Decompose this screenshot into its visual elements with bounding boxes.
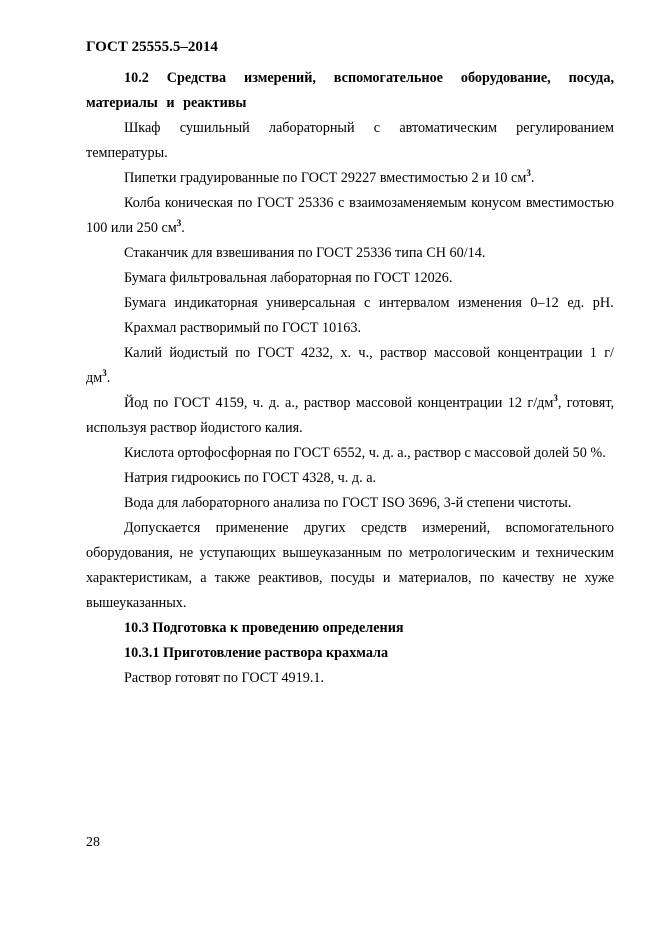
item-indicator-paper: Бумага индикаторная универсальная с интервалом изменения 0–12 ед. рН. bbox=[124, 295, 614, 311]
item-flask bbox=[86, 191, 614, 241]
item-starch: Крахмал растворимый по ГОСТ 10163. bbox=[124, 320, 361, 336]
item-iodine-text: Йод по ГОСТ 4159, ч. д. а., раствор массовой концентрации 12 г/дм bbox=[124, 395, 554, 411]
item-iodine bbox=[86, 391, 614, 441]
item-water: Вода для лабораторного анализа по ГОСТ ISO 3696, 3-й степени чистоты. bbox=[124, 495, 572, 511]
section-10-3-1-text: Раствор готовят по ГОСТ 4919.1. bbox=[124, 670, 325, 686]
item-weighing-cup: Стаканчик для взвешивания по ГОСТ 25336 типа СН 60/14. bbox=[124, 245, 486, 261]
document-body bbox=[86, 66, 614, 691]
item-phosphoric-acid: Кислота ортофосфорная по ГОСТ 6552, ч. д. а., раствор с массовой долей 50 %. bbox=[124, 445, 606, 461]
item-iodine-end: , готовят, используя раствор йодистого калия. bbox=[86, 395, 614, 436]
item-pipettes bbox=[86, 166, 614, 191]
section-10-2-heading: 10.2 Средства измерений, вспомогательное оборудование, посуда, материалы и реактивы bbox=[86, 70, 614, 111]
item-pipettes-sup: 3 bbox=[526, 168, 531, 178]
item-sodium-hydroxide: Натрия гидроокись по ГОСТ 4328, ч. д. а. bbox=[124, 470, 377, 486]
item-potassium-iodide-text: Калий йодистый по ГОСТ 4232, х. ч., раствор массовой концентрации 1 г/дм bbox=[86, 345, 614, 386]
section-10-3-heading: 10.3 Подготовка к проведению определения bbox=[124, 620, 404, 636]
item-flask-end: . bbox=[181, 220, 185, 236]
item-potassium-iodide-end: . bbox=[106, 370, 111, 386]
item-flask-text: Колба коническая по ГОСТ 25336 с взаимозаменяемым конусом вместимостью 100 или 250 см bbox=[86, 195, 614, 236]
item-flask-sup: 3 bbox=[176, 218, 182, 228]
item-filter-paper: Бумага фильтровальная лабораторная по ГОСТ 12026. bbox=[124, 270, 453, 286]
item-oven: Шкаф сушильный лабораторный с автоматическим регулированием температуры. bbox=[86, 120, 614, 161]
document-header: ГОСТ 25555.5–2014 bbox=[86, 39, 218, 55]
item-potassium-iodide bbox=[86, 341, 614, 391]
item-potassium-iodide-sup: 3 bbox=[102, 368, 107, 378]
item-iodine-sup: 3 bbox=[553, 393, 558, 403]
item-pipettes-end: . bbox=[530, 170, 535, 186]
section-10-3-1-heading: 10.3.1 Приготовление раствора крахмала bbox=[124, 645, 389, 661]
page-number: 28 bbox=[86, 835, 100, 850]
item-allowed-substitutes: Допускается применение других средств измерений, вспомогательного оборудования, не уступающих вышеуказанным по метрологическим и техническим характеристикам, а также реактивов, посуды и материалов, по качеству не хуже вышеуказанных. bbox=[86, 520, 614, 611]
item-pipettes-text: Пипетки градуированные по ГОСТ 29227 вместимостью 2 и 10 см bbox=[124, 170, 527, 186]
